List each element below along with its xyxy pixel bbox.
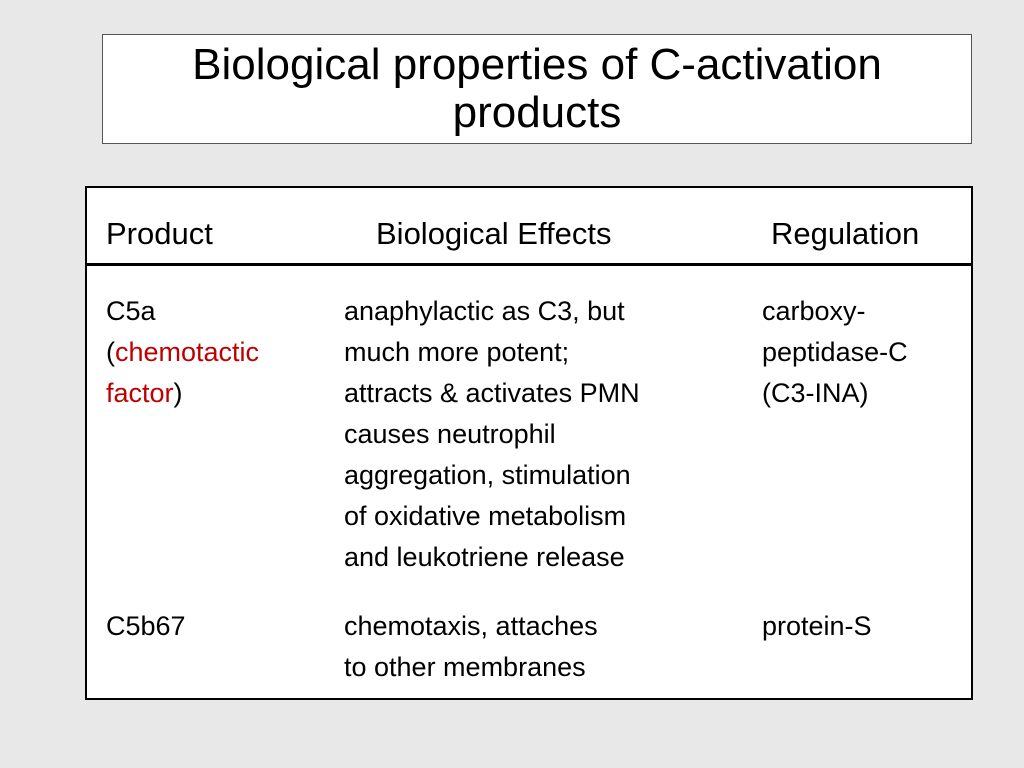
properties-table bbox=[85, 186, 973, 700]
product-note-line-2: factor) bbox=[106, 378, 183, 408]
header-biological-effects: Biological Effects bbox=[376, 216, 612, 251]
regulation-line: protein-S bbox=[762, 611, 872, 641]
title-line-2: products bbox=[452, 88, 622, 137]
chemotactic-highlight: chemotactic bbox=[115, 337, 260, 367]
effect-line: causes neutrophil bbox=[344, 419, 556, 449]
row-c5a-effects bbox=[344, 291, 640, 578]
effect-line: aggregation, stimulation bbox=[344, 460, 631, 490]
factor-highlight: factor bbox=[106, 378, 174, 408]
product-name: C5a bbox=[106, 296, 156, 326]
row-c5b67-effects bbox=[344, 606, 598, 688]
header-regulation: Regulation bbox=[771, 216, 920, 251]
title-line-1: Biological properties of C-activation bbox=[192, 40, 882, 89]
regulation-line: (C3-INA) bbox=[762, 378, 869, 408]
regulation-line: peptidase-C bbox=[762, 337, 908, 367]
effect-line: attracts & activates PMN bbox=[344, 378, 640, 408]
slide-title bbox=[102, 34, 972, 144]
row-c5b67-regulation bbox=[762, 606, 872, 647]
effect-line: anaphylactic as C3, but bbox=[344, 296, 625, 326]
table-header-row bbox=[87, 188, 971, 266]
row-c5b67-product bbox=[106, 606, 186, 647]
effect-line: to other membranes bbox=[344, 652, 586, 682]
product-note-line-1: (chemotactic bbox=[106, 337, 260, 367]
effect-line: and leukotriene release bbox=[344, 542, 625, 572]
header-product: Product bbox=[106, 216, 213, 251]
effect-line: chemotaxis, attaches bbox=[344, 611, 598, 641]
row-c5a-product bbox=[106, 291, 259, 414]
effect-line: of oxidative metabolism bbox=[344, 501, 627, 531]
regulation-line: carboxy- bbox=[762, 296, 866, 326]
row-c5a-regulation bbox=[762, 291, 908, 414]
effect-line: much more potent; bbox=[344, 337, 570, 367]
product-name: C5b67 bbox=[106, 611, 186, 641]
